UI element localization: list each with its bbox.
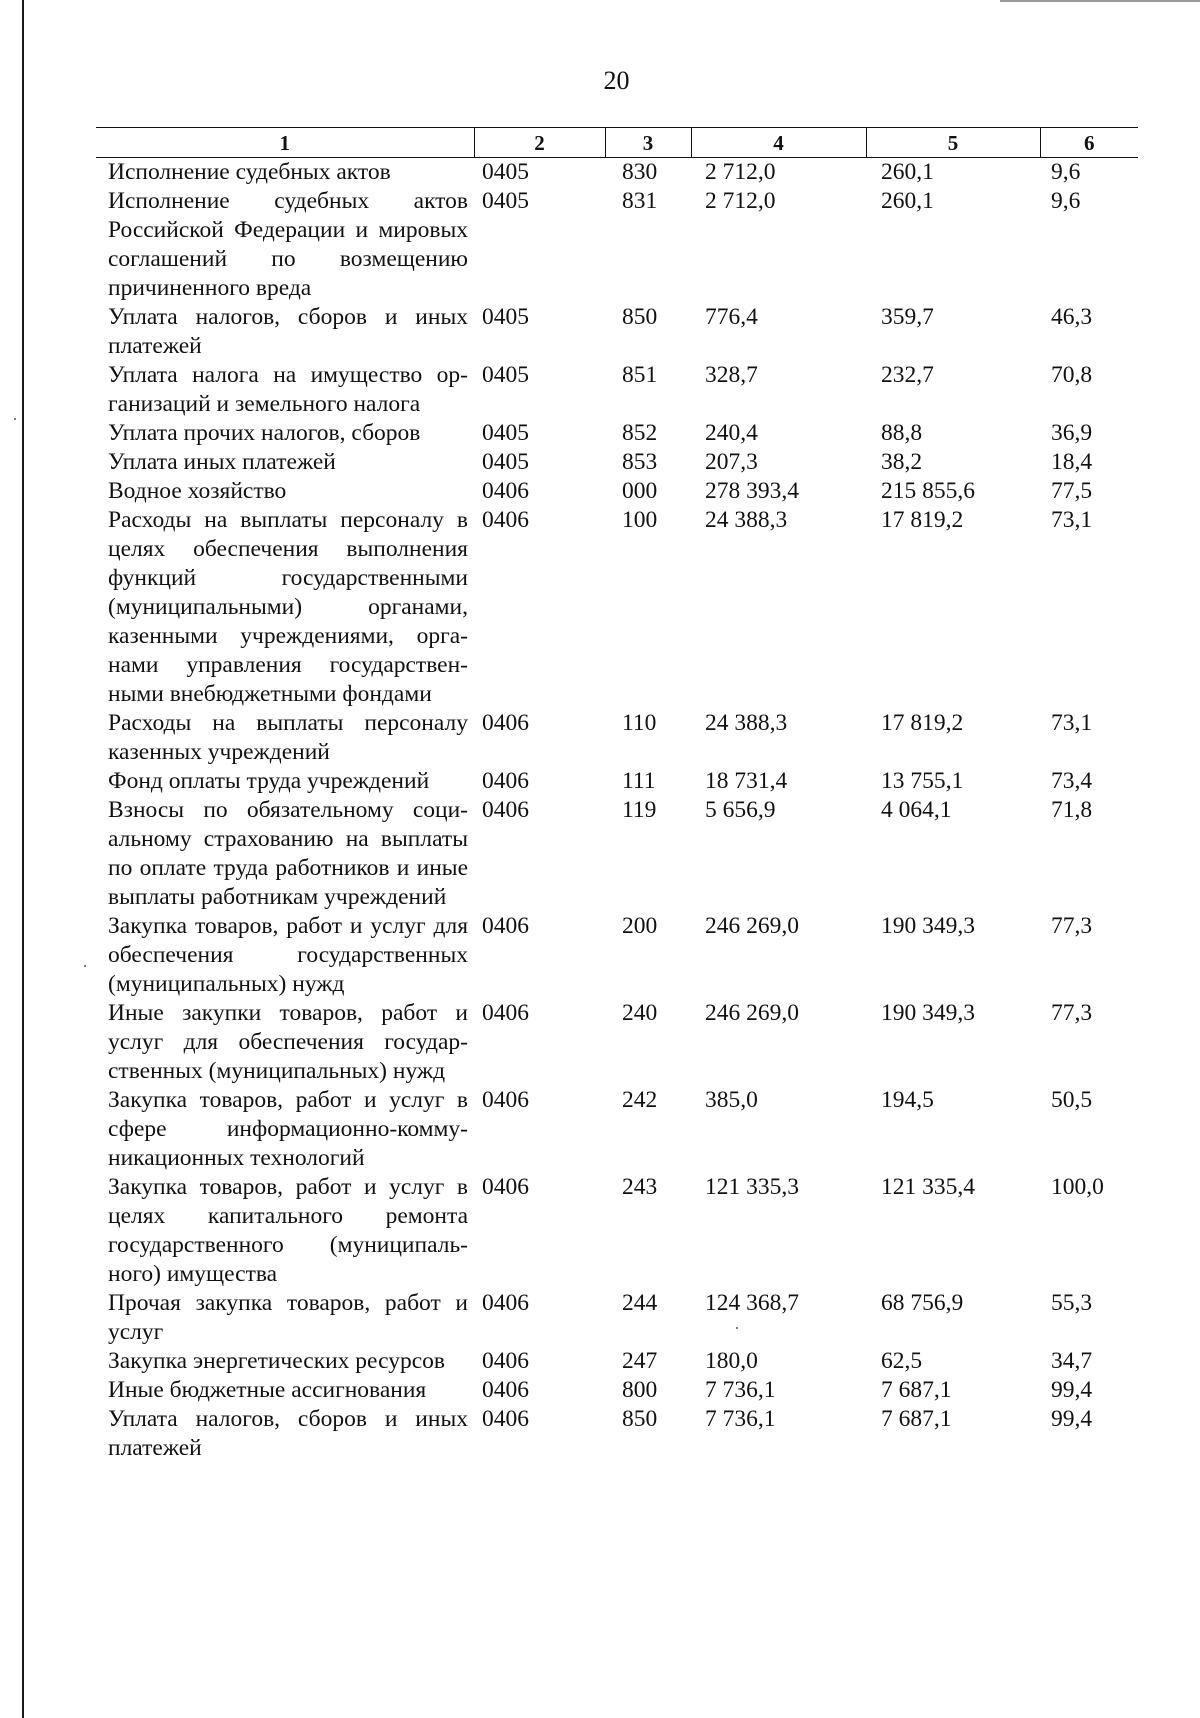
percent-col6-cell: 100,0 (1051, 1174, 1104, 1200)
expense-type-cell: 853 (622, 449, 658, 475)
row-name-cell: Расходы на выплаты персоналу в целях обеспечения выполнения функций государственными (муниципальными) органами, казенными учреждениями, органами управления государственными внебюджетными фондами (108, 507, 468, 707)
column-header-4: 4 (691, 128, 866, 158)
section-code-cell: 0406 (482, 478, 529, 504)
amount-col5-cell: 88,8 (881, 420, 923, 446)
amount-col4-cell: 5 656,9 (705, 797, 776, 823)
section-code-cell: 0406 (482, 710, 529, 736)
amount-col5-cell: 68 756,9 (881, 1290, 964, 1316)
table-row (96, 767, 1138, 796)
row-name-cell: Закупка энергетических ресурсов (108, 1348, 445, 1374)
table-row (96, 1173, 1138, 1289)
section-code-cell: 0406 (482, 1377, 529, 1403)
amount-col5-cell: 7 687,1 (881, 1406, 952, 1432)
percent-col6-cell: 77,3 (1051, 1000, 1093, 1026)
amount-col4-cell: 278 393,4 (705, 478, 799, 504)
row-name-cell: Закупка товаров, работ и услуг в сфере информационно-коммуникационных технологий (108, 1087, 468, 1171)
percent-col6-cell: 46,3 (1051, 304, 1093, 330)
expense-type-cell: 831 (622, 188, 658, 214)
row-name-cell: Водное хозяйство (108, 478, 287, 504)
section-code-cell: 0406 (482, 507, 529, 533)
row-name-cell: Закупка товаров, работ и услуг в целях капитального ремонта государственного (муниципального) имущества (108, 1174, 468, 1287)
budget-table (96, 127, 1138, 1463)
percent-col6-cell: 50,5 (1051, 1087, 1093, 1113)
expense-type-cell: 851 (622, 362, 658, 388)
expense-type-cell: 852 (622, 420, 658, 446)
amount-col5-cell: 260,1 (881, 159, 934, 185)
table-row (96, 477, 1138, 506)
section-code-cell: 0406 (482, 913, 529, 939)
amount-col5-cell: 232,7 (881, 362, 934, 388)
scan-edge-left (22, 0, 24, 1718)
expense-type-cell: 830 (622, 159, 658, 185)
percent-col6-cell: 77,5 (1051, 478, 1093, 504)
percent-col6-cell: 70,8 (1051, 362, 1093, 388)
table-row (96, 158, 1138, 188)
expense-type-cell: 100 (622, 507, 658, 533)
expense-type-cell: 110 (622, 710, 657, 736)
percent-col6-cell: 34,7 (1051, 1348, 1093, 1374)
expense-type-cell: 247 (622, 1348, 658, 1374)
amount-col5-cell: 121 335,4 (881, 1174, 975, 1200)
amount-col4-cell: 24 388,3 (705, 507, 788, 533)
amount-col5-cell: 260,1 (881, 188, 934, 214)
amount-col4-cell: 2 712,0 (705, 188, 776, 214)
percent-col6-cell: 9,6 (1051, 159, 1081, 185)
row-name-cell: Расходы на выплаты персоналу казенных учреждений (108, 710, 468, 765)
expense-type-cell: 119 (622, 797, 657, 823)
percent-col6-cell: 77,3 (1051, 913, 1093, 939)
amount-col5-cell: 215 855,6 (881, 478, 975, 504)
amount-col5-cell: 359,7 (881, 304, 934, 330)
amount-col5-cell: 190 349,3 (881, 1000, 975, 1026)
column-header-5: 5 (866, 128, 1040, 158)
amount-col5-cell: 190 349,3 (881, 913, 975, 939)
expense-type-cell: 800 (622, 1377, 658, 1403)
expense-type-cell: 240 (622, 1000, 658, 1026)
percent-col6-cell: 99,4 (1051, 1406, 1093, 1432)
table-row (96, 1347, 1138, 1376)
amount-col4-cell: 7 736,1 (705, 1377, 776, 1403)
column-header-2: 2 (474, 128, 605, 158)
amount-col5-cell: 4 064,1 (881, 797, 952, 823)
section-code-cell: 0405 (482, 420, 529, 446)
amount-col4-cell: 240,4 (705, 420, 758, 446)
amount-col4-cell: 246 269,0 (705, 1000, 799, 1026)
amount-col4-cell: 7 736,1 (705, 1406, 776, 1432)
row-name-cell: Уплата налога на имущество организаций и земельного налога (108, 362, 468, 417)
percent-col6-cell: 55,3 (1051, 1290, 1093, 1316)
expense-type-cell: 850 (622, 304, 658, 330)
scan-speck (14, 418, 16, 420)
expense-type-cell: 242 (622, 1087, 658, 1113)
table-row (96, 796, 1138, 912)
percent-col6-cell: 73,1 (1051, 710, 1093, 736)
amount-col4-cell: 207,3 (705, 449, 758, 475)
table-header (96, 128, 1138, 158)
amount-col4-cell: 328,7 (705, 362, 758, 388)
column-header-3: 3 (605, 128, 691, 158)
amount-col4-cell: 124 368,7 (705, 1290, 799, 1316)
amount-col5-cell: 194,5 (881, 1087, 934, 1113)
section-code-cell: 0405 (482, 188, 529, 214)
amount-col5-cell: 13 755,1 (881, 768, 964, 794)
row-name-cell: Исполнение судебных актов (108, 159, 391, 185)
column-header-6: 6 (1040, 128, 1138, 158)
row-name-cell: Уплата налогов, сборов и иных платежей (108, 304, 468, 359)
scan-edge-top (1000, 0, 1200, 2)
table-body (96, 158, 1138, 1464)
row-name-cell: Уплата налогов, сборов и иных платежей (108, 1406, 468, 1461)
row-name-cell: Уплата прочих налогов, сборов (108, 420, 421, 446)
amount-col5-cell: 62,5 (881, 1348, 923, 1374)
row-name-cell: Взносы по обязательному социальному страхованию на выплаты по оплате труда работников и иные выплаты работникам учреждений (108, 797, 468, 910)
expense-type-cell: 244 (622, 1290, 658, 1316)
amount-col4-cell: 385,0 (705, 1087, 758, 1113)
section-code-cell: 0406 (482, 1348, 529, 1374)
percent-col6-cell: 73,1 (1051, 507, 1093, 533)
amount-col4-cell: 18 731,4 (705, 768, 788, 794)
amount-col4-cell: 2 712,0 (705, 159, 776, 185)
table-row (96, 912, 1138, 999)
section-code-cell: 0405 (482, 449, 529, 475)
section-code-cell: 0406 (482, 1000, 529, 1026)
table-row (96, 1289, 1138, 1347)
expense-type-cell: 243 (622, 1174, 658, 1200)
amount-col4-cell: 180,0 (705, 1348, 758, 1374)
table-row (96, 1405, 1138, 1463)
row-name-cell: Прочая закупка товаров, работ и услуг (108, 1290, 468, 1345)
amount-col4-cell: 246 269,0 (705, 913, 799, 939)
amount-col5-cell: 38,2 (881, 449, 923, 475)
row-name-cell: Иные бюджетные ассигнования (108, 1377, 427, 1403)
table-row (96, 303, 1138, 361)
table-row (96, 419, 1138, 448)
table-row (96, 1376, 1138, 1405)
percent-col6-cell: 71,8 (1051, 797, 1093, 823)
section-code-cell: 0406 (482, 1290, 529, 1316)
table-row (96, 999, 1138, 1086)
row-name-cell: Уплата иных платежей (108, 449, 336, 475)
percent-col6-cell: 99,4 (1051, 1377, 1093, 1403)
expense-type-cell: 000 (622, 478, 658, 504)
row-name-cell: Иные закупки товаров, работ и услуг для обеспечения государственных (муниципальных) нужд (108, 1000, 468, 1084)
section-code-cell: 0405 (482, 304, 529, 330)
table-row (96, 187, 1138, 303)
section-code-cell: 0405 (482, 159, 529, 185)
row-name-cell: Фонд оплаты труда учреждений (108, 768, 430, 794)
amount-col4-cell: 776,4 (705, 304, 758, 330)
section-code-cell: 0405 (482, 362, 529, 388)
amount-col5-cell: 7 687,1 (881, 1377, 952, 1403)
table-row (96, 361, 1138, 419)
expense-type-cell: 111 (622, 768, 656, 794)
section-code-cell: 0406 (482, 797, 529, 823)
amount-col4-cell: 121 335,3 (705, 1174, 799, 1200)
percent-col6-cell: 18,4 (1051, 449, 1093, 475)
table-row (96, 709, 1138, 767)
column-header-1: 1 (96, 128, 474, 158)
table-row (96, 448, 1138, 477)
percent-col6-cell: 9,6 (1051, 188, 1081, 214)
amount-col5-cell: 17 819,2 (881, 710, 964, 736)
table-row (96, 1086, 1138, 1173)
percent-col6-cell: 73,4 (1051, 768, 1093, 794)
page-number: 20 (603, 66, 630, 95)
section-code-cell: 0406 (482, 768, 529, 794)
section-code-cell: 0406 (482, 1087, 529, 1113)
section-code-cell: 0406 (482, 1174, 529, 1200)
table-row (96, 506, 1138, 709)
percent-col6-cell: 36,9 (1051, 420, 1093, 446)
row-name-cell: Закупка товаров, работ и услуг для обеспечения государственных (муниципальных) нужд (108, 913, 468, 997)
expense-type-cell: 200 (622, 913, 658, 939)
row-name-cell: Исполнение судебных актов Российской Федерации и мировых соглашений по возмещению причиненного вреда (108, 188, 468, 301)
amount-col4-cell: 24 388,3 (705, 710, 788, 736)
expense-type-cell: 850 (622, 1406, 658, 1432)
scan-speck (84, 965, 86, 967)
header-row (96, 128, 1138, 158)
amount-col5-cell: 17 819,2 (881, 507, 964, 533)
section-code-cell: 0406 (482, 1406, 529, 1432)
